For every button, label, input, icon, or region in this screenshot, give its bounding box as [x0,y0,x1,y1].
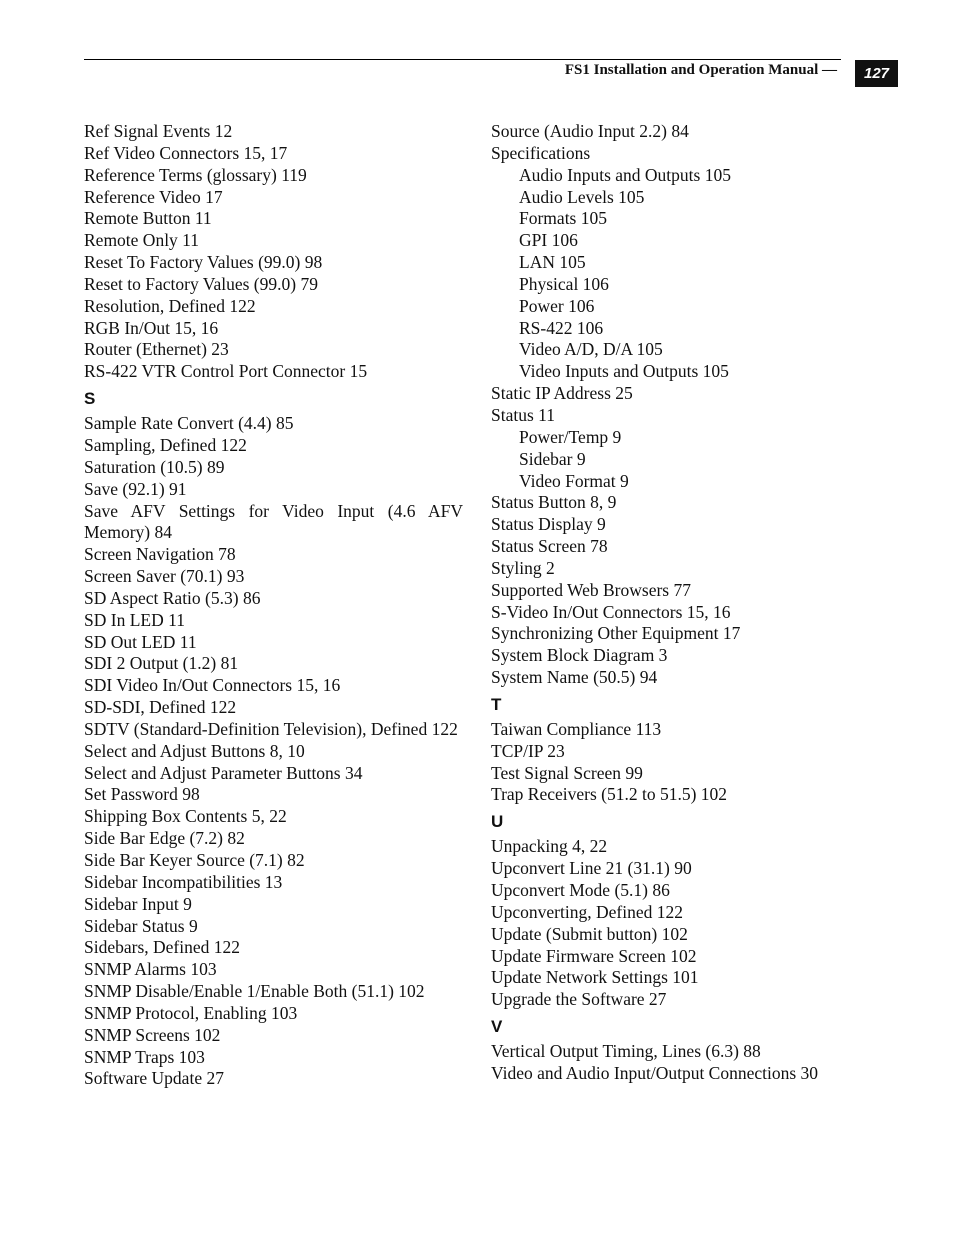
index-entry: Reference Video 17 [84,186,223,207]
index-entry: Supported Web Browsers 77 [491,579,691,600]
index-subentry: Sidebar 9 [519,448,586,469]
index-entry: SNMP Traps 103 [84,1046,205,1067]
index-entry: Trap Receivers (51.2 to 51.5) 102 [491,784,728,805]
index-entry: Set Password 98 [84,784,200,805]
index-entry: Video and Audio Input/Output Connections 30 [491,1062,819,1083]
index-subentry: Physical 106 [519,273,609,294]
page-number-badge: 127 [855,60,898,87]
index-entry: Test Signal Screen 99 [491,762,643,783]
index-entry: Vertical Output Timing, Lines (6.3) 88 [491,1041,761,1062]
index-entry: Reference Terms (glossary) 119 [84,164,307,185]
index-entry: Update (Submit button) 102 [491,923,688,944]
running-header-title: FS1 Installation and Operation Manual — [564,62,837,78]
entry-group [491,165,851,383]
index-entry: Update Network Settings 101 [491,967,699,988]
index-entry: Shipping Box Contents 5, 22 [84,806,287,827]
index-entry: Select and Adjust Parameter Buttons 34 [84,762,363,783]
entry-group [84,413,463,500]
index-entry: Ref Signal Events 12 [84,121,233,141]
index-entry: Upgrade the Software 27 [491,989,667,1010]
index-entry: Select and Adjust Buttons 8, 10 [84,740,305,761]
index-entry: System Name (50.5) 94 [491,667,658,688]
index-entry: SNMP Screens 102 [84,1024,221,1045]
index-entry: SD In LED 11 [84,609,185,630]
index-entry: Taiwan Compliance 113 [491,718,662,739]
entry-group [491,492,851,689]
index-entry: Side Bar Keyer Source (7.1) 82 [84,850,305,870]
index-entry: Status Button 8, 9 [491,492,617,513]
index-subentry: RS-422 106 [519,317,604,338]
index-entry: SD Aspect Ratio (5.3) 86 [84,587,261,608]
index-subentry: Video A/D, D/A 105 [519,339,663,360]
entry-group [491,121,851,165]
index-entry: Upconvert Mode (5.1) 86 [491,880,670,900]
index-entry: Sidebar Status 9 [84,915,198,936]
section-letter-v: V [491,1017,503,1037]
index-entry: S-Video In/Out Connectors 15, 16 [491,601,731,622]
index-entry: SDI Video In/Out Connectors 15, 16 [84,675,341,696]
index-entry: Static IP Address 25 [491,383,633,404]
index-column-right [491,121,851,1085]
entry-group [491,836,851,1011]
index-entry: Remote Button 11 [84,208,212,229]
index-entry: Upconvert Line 21 (31.1) 90 [491,858,692,879]
index-entry: Reset To Factory Values (99.0) 98 [84,252,323,273]
index-entry: Screen Navigation 78 [84,544,236,565]
index-subentry: Video Inputs and Outputs 105 [519,361,729,382]
index-entry: Sidebar Input 9 [84,893,192,914]
entry-group [84,741,463,1091]
entry-group [84,544,463,719]
index-entry: SNMP Alarms 103 [84,959,217,980]
index-entry: Status Display 9 [491,514,606,535]
index-subentry: Audio Inputs and Outputs 105 [519,164,731,185]
index-entry: Unpacking 4, 22 [491,836,608,857]
index-entry: Reset to Factory Values (99.0) 79 [84,273,318,294]
entry-group [491,719,851,806]
index-entry: Sample Rate Convert (4.4) 85 [84,413,294,434]
index-entry: SNMP Disable/Enable 1/Enable Both (51.1) 102 [84,981,425,1002]
index-entry: Update Firmware Screen 102 [491,945,697,966]
index-entry: SD-SDI, Defined 122 [84,697,237,718]
index-entry: Sidebar Incompatibilities 13 [84,871,283,892]
index-entry: Status 11 [491,404,556,425]
index-subentry: Power 106 [519,295,595,316]
index-subentry: GPI 106 [519,230,578,251]
index-entry: Synchronizing Other Equipment 17 [491,623,741,644]
index-subentry: Formats 105 [519,208,607,229]
index-entry: Status Screen 78 [491,536,608,557]
index-entry: Software Update 27 [84,1068,224,1089]
entry-group [491,383,851,427]
index-entry: RGB In/Out 15, 16 [84,317,219,338]
section-letter-t: T [491,694,502,714]
index-entry: Source (Audio Input 2.2) 84 [491,121,689,141]
index-entry: RS-422 VTR Control Port Connector 15 [84,361,368,382]
index-entry: SDTV (Standard-Definition Television), Defined 122 [84,718,458,739]
entry-group [84,121,463,383]
index-entry: SDI 2 Output (1.2) 81 [84,653,239,674]
index-entry: Sampling, Defined 122 [84,434,247,455]
index-entry: Styling 2 [491,557,555,578]
index-entry: Specifications [491,142,591,163]
section-letter-u: U [491,812,504,832]
index-subentry: Power/Temp 9 [519,426,622,447]
index-entry: Router (Ethernet) 23 [84,339,229,360]
index-entry: SD Out LED 11 [84,631,197,652]
index-entry: TCP/IP 23 [491,740,565,761]
index-entry: Side Bar Edge (7.2) 82 [84,828,245,849]
index-subentry: Video Format 9 [519,470,629,491]
index-entry: Remote Only 11 [84,230,200,251]
index-entry: Screen Saver (70.1) 93 [84,566,245,587]
index-entry: System Block Diagram 3 [491,645,668,666]
index-subentry: LAN 105 [519,252,586,273]
index-subentry: Audio Levels 105 [519,186,645,207]
index-entry: Saturation (10.5) 89 [84,456,225,477]
entry-group [491,427,851,493]
index-entry: Sidebars, Defined 122 [84,937,241,958]
index-entry: Upconverting, Defined 122 [491,901,683,922]
index-column-left [84,121,463,1090]
index-entry: SNMP Protocol, Enabling 103 [84,1002,298,1023]
entry-group [491,1041,851,1085]
index-entry: Ref Video Connectors 15, 17 [84,142,288,163]
index-entry: Save AFV Settings for Video Input (4.6 AFV Memory) 84 [84,500,463,543]
section-letter-s: S [84,389,96,409]
index-entry: Save (92.1) 91 [84,478,187,499]
index-entry: Resolution, Defined 122 [84,295,256,316]
